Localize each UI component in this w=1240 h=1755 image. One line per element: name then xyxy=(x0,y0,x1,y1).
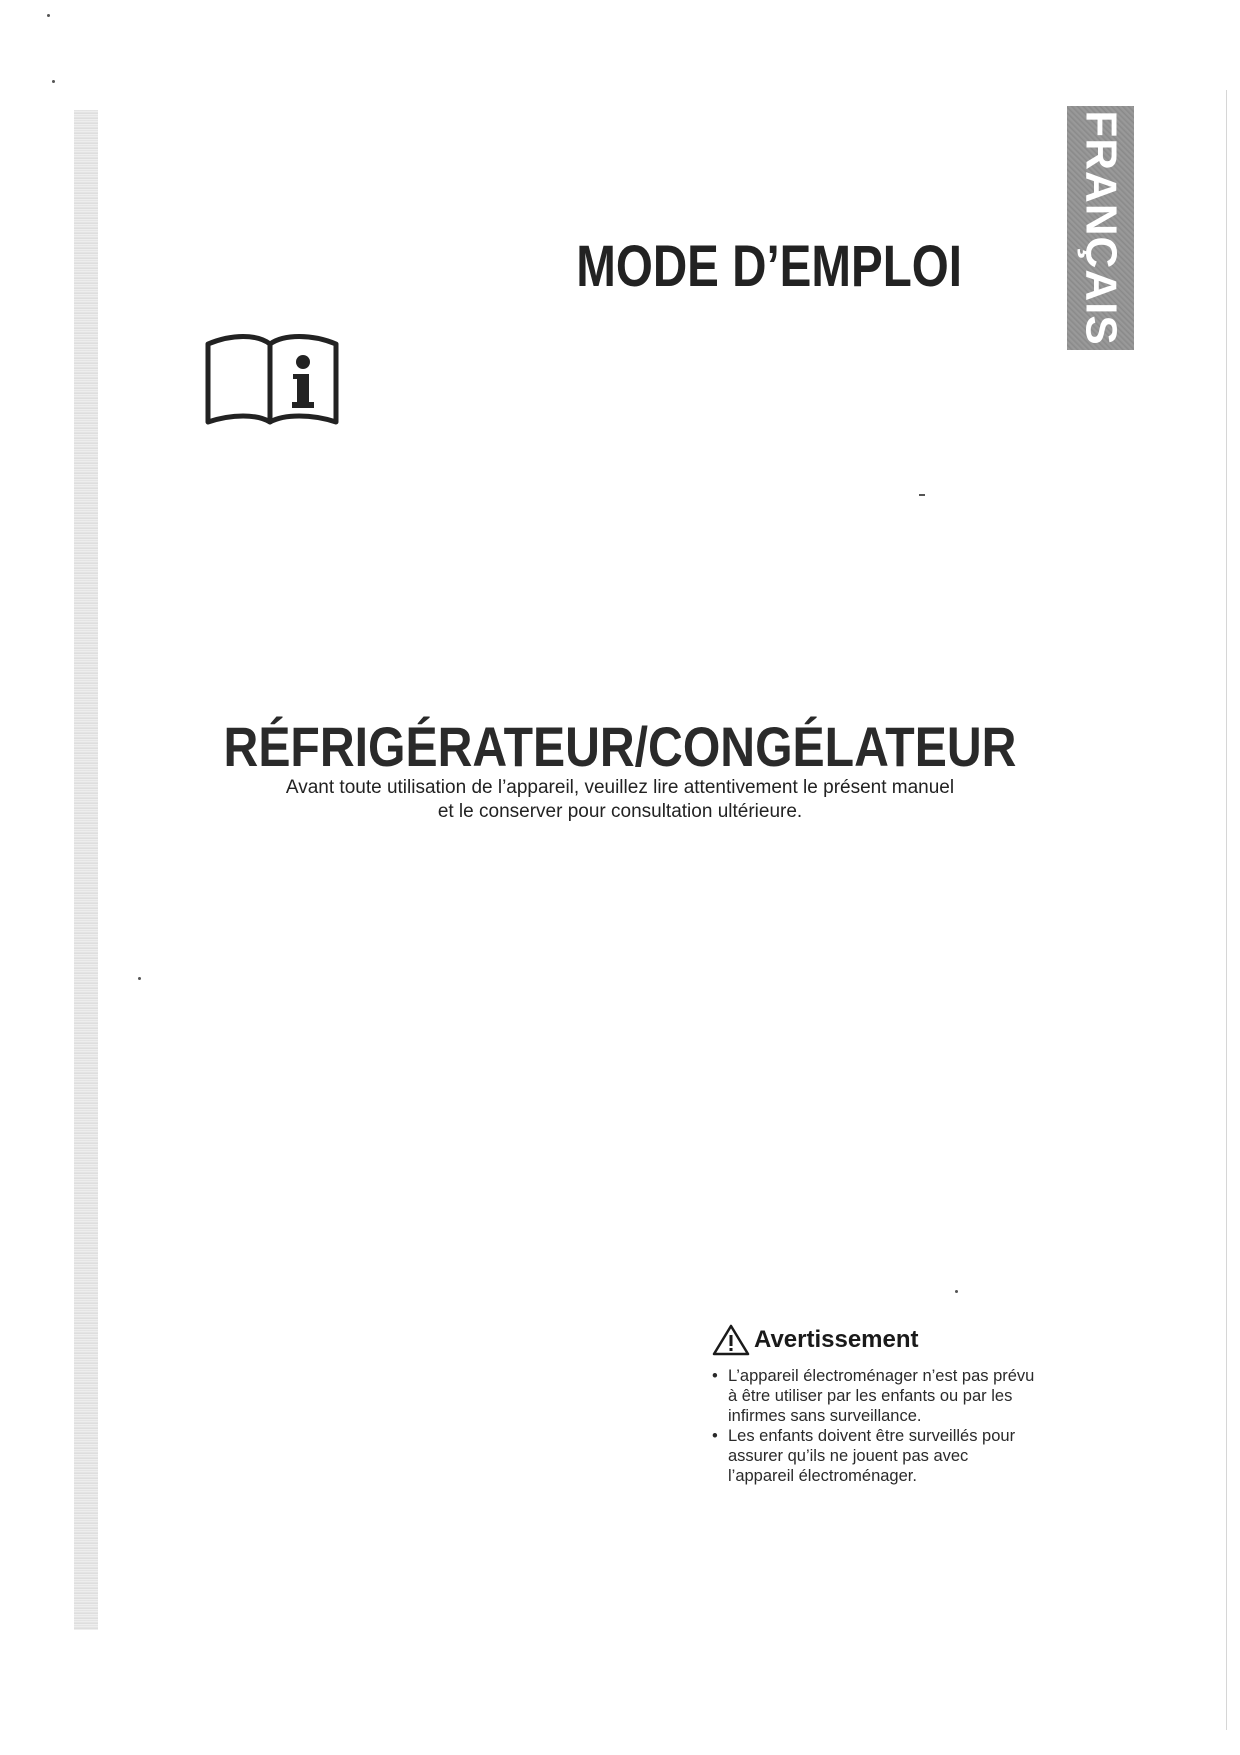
warning-list xyxy=(712,1366,1112,1486)
warning-triangle-icon xyxy=(712,1324,750,1356)
binding-edge xyxy=(74,110,98,1630)
product-title xyxy=(0,714,1240,779)
scan-speck xyxy=(919,494,925,496)
warning-header xyxy=(712,1322,1112,1358)
language-tab xyxy=(1067,106,1134,350)
warning-box xyxy=(712,1322,1112,1486)
intro-line: Avant toute utilisation de l’appareil, veuillez lire attentivement le présent manuel xyxy=(285,777,955,798)
product-title-text: RÉFRIGÉRATEUR/CONGÉLATEUR xyxy=(223,715,1017,779)
intro-paragraph xyxy=(0,776,1240,824)
open-book-info-icon xyxy=(202,326,342,431)
scan-speck xyxy=(138,977,141,980)
warning-item-line: • Les enfants doivent être surveillés pour xyxy=(728,1427,1016,1445)
scan-speck xyxy=(47,14,50,17)
language-tab-label: FRANÇAIS xyxy=(1076,110,1126,346)
warning-item xyxy=(712,1366,1112,1426)
warning-item xyxy=(712,1426,1112,1486)
warning-item-line: • L’appareil électroménager n’est pas prévu xyxy=(728,1367,1035,1385)
document-title: MODE D’EMPLOI xyxy=(576,233,962,299)
scan-speck xyxy=(52,80,55,83)
page-edge-line xyxy=(1226,90,1227,1730)
intro-line: et le conserver pour consultation ultérieure. xyxy=(437,801,803,822)
scan-speck xyxy=(955,1290,958,1293)
warning-item-line: assurer qu’ils ne jouent pas avec xyxy=(728,1447,969,1465)
warning-item-line: à être utiliser par les enfants ou par les xyxy=(728,1387,1013,1405)
warning-item-line: infirmes sans surveillance. xyxy=(728,1407,922,1425)
warning-item-line: l’appareil électroménager. xyxy=(728,1467,917,1485)
warning-title: Avertissement xyxy=(754,1326,919,1353)
